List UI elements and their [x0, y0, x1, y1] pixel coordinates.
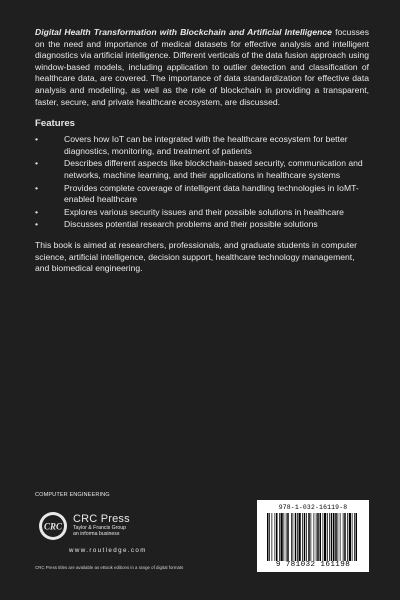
feature-text: Discusses potential research problems and their possible solutions: [64, 219, 318, 230]
feature-item: [35, 158, 369, 181]
barcode-bar: [354, 513, 355, 561]
subject-category: COMPUTER ENGINEERING: [35, 492, 110, 498]
features-list: [35, 134, 369, 231]
barcode-bar: [323, 513, 324, 561]
intro-paragraph: [35, 27, 369, 108]
publisher-text: [73, 513, 130, 538]
barcode-bar: [306, 513, 307, 561]
feature-item: [35, 134, 369, 157]
barcode-bar: [281, 513, 283, 561]
barcode-bar: [344, 513, 346, 561]
publisher-division: an informa business: [73, 531, 120, 538]
barcode-bar: [324, 513, 326, 561]
barcode-bar: [299, 513, 301, 561]
publisher-logo: [38, 511, 158, 543]
feature-text: Covers how IoT can be integrated with the healthcare ecosystem for better diagnostics, monitoring, and treatment of patients: [64, 134, 348, 156]
barcode-bar: [343, 513, 344, 561]
barcode-bar: [331, 513, 333, 561]
barcode-bar: [333, 513, 335, 561]
logo-initials: CRC: [43, 521, 63, 532]
barcode-bar: [304, 513, 306, 561]
publisher-name: CRC Press: [73, 513, 130, 525]
barcode-bar: [349, 513, 351, 561]
bullet-icon: •: [35, 206, 39, 217]
barcode-bar: [287, 513, 289, 561]
book-title: Digital Health Transformation with Blockchain and Artificial Intelligence: [35, 27, 332, 37]
barcode-digits: 9 781032 161198: [275, 561, 351, 569]
barcode-bar: [338, 513, 339, 561]
feature-text: Provides complete coverage of intelligent data handling technologies in IoMT-enabled healthcare: [64, 182, 359, 205]
bullet-icon: •: [35, 158, 39, 169]
barcode-bar: [340, 513, 341, 561]
barcode-bar: [327, 513, 328, 561]
barcode-bar: [272, 513, 273, 561]
barcode-bar: [275, 513, 276, 561]
isbn-number: 978-1-032-16119-8: [278, 504, 348, 511]
cover-content: [35, 27, 369, 275]
barcode-bar: [311, 513, 312, 561]
barcode-bar: [316, 513, 317, 561]
barcode-bar: [267, 513, 269, 561]
barcode-bar: [284, 513, 285, 561]
audience-paragraph: This book is aimed at researchers, professionals, and graduate students in computer science, artificial intelligence, decision support, healthcare technology management, and biomedical engineering.: [35, 239, 357, 274]
barcode-bar: [279, 513, 280, 561]
barcode-bar: [286, 513, 287, 561]
barcode-bar: [297, 513, 298, 561]
publisher-group: Taylor & Francis Group: [73, 525, 127, 531]
barcode-bar: [269, 513, 270, 561]
ebook-note: CRC Press titles are available as eBook editions in a range of digital formats: [35, 565, 184, 570]
barcode-bars: [267, 513, 359, 561]
barcode-bar: [308, 513, 310, 561]
features-heading: Features: [35, 118, 75, 130]
bullet-icon: •: [35, 219, 39, 230]
barcode-bar: [293, 513, 294, 561]
feature-item: [35, 219, 369, 231]
barcode-bar: [276, 513, 278, 561]
barcode-bar: [314, 513, 315, 561]
barcode-bar: [320, 513, 322, 561]
isbn-barcode: [257, 500, 369, 572]
feature-item: [35, 183, 369, 206]
feature-text: Describes different aspects like blockchain-based security, communication and networks, machine learning, and their applications in healthcare systems: [64, 158, 363, 180]
barcode-bar: [329, 513, 330, 561]
barcode-bar: [356, 513, 358, 561]
barcode-bar: [291, 513, 292, 561]
feature-text: Explores various security issues and their possible solutions in healthcare: [64, 206, 344, 217]
crc-logo-icon: [38, 511, 68, 541]
barcode-bar: [335, 513, 337, 561]
barcode-bar: [352, 513, 353, 561]
bullet-icon: •: [35, 134, 39, 145]
barcode-bar: [302, 513, 303, 561]
bullet-icon: •: [35, 182, 39, 193]
barcode-bar: [317, 513, 319, 561]
intro-body: focusses on the need and importance of medical datasets for effective analysis and intelligent diagnostics via artificial intelligence. Different verticals of the data fusion approach using window-based models, including application to outlier detection and classification of healthcare data, are covered. The importance of data standardization for effective data analysis and modelling, as well as the role of blockchain in providing a transparent, faster, secure, and private healthcare ecosystem, are discussed.: [35, 27, 369, 107]
feature-item: [35, 207, 369, 219]
barcode-bar: [295, 513, 297, 561]
publisher-website: www.routledge.com: [69, 547, 147, 554]
barcode-bar: [347, 513, 348, 561]
